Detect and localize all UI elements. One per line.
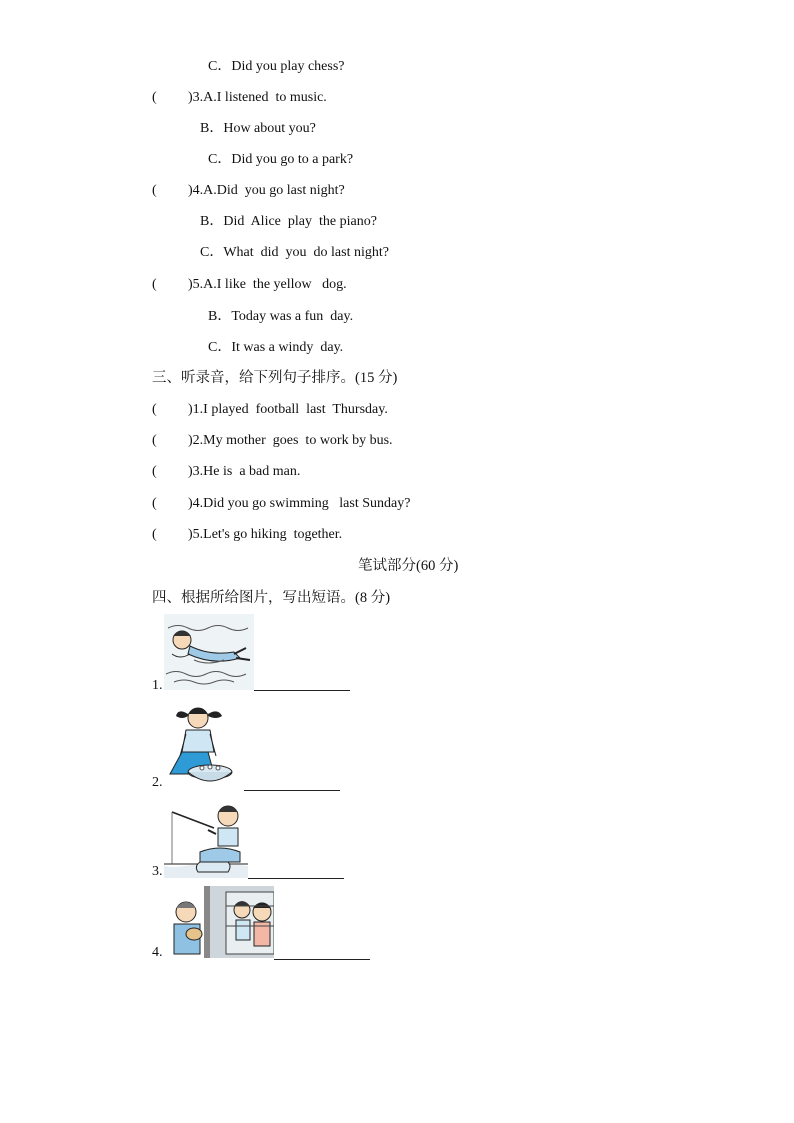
answer-blank[interactable] [254, 690, 350, 691]
sentence-text: )1.I played football last Thursday. [188, 402, 388, 417]
sentence-text: )3.He is a bad man. [188, 464, 301, 479]
item-number: 1. [152, 678, 163, 693]
item-number: 3. [152, 864, 163, 879]
q5-option-c: C．It was a windy day. [208, 340, 344, 355]
answer-paren[interactable]: ( [152, 183, 157, 198]
visiting-grandparents-picture [164, 886, 274, 958]
q4-option-b: B．Did Alice play the piano? [200, 214, 377, 229]
girl-washing-picture [164, 702, 244, 790]
answer-paren[interactable]: ( [152, 464, 157, 479]
q2-option-c: C．Did you play chess? [208, 59, 345, 74]
q4-option-c: C．What did you do last night? [200, 245, 389, 260]
q3-row [152, 89, 327, 107]
swimming-boy-picture [164, 614, 254, 690]
answer-paren[interactable]: ( [152, 527, 157, 542]
boy-fishing-picture [164, 800, 248, 878]
sentence-text: )2.My mother goes to work by bus. [188, 433, 393, 448]
written-part-title: 笔试部分(60 分) [358, 558, 459, 574]
item-number: 4. [152, 945, 163, 960]
item-number: 2. [152, 775, 163, 790]
q5-option-b: B．Today was a fun day. [208, 309, 354, 324]
q5-option-a: )5.A.I like the yellow dog. [188, 277, 347, 292]
section3-item [152, 432, 393, 450]
answer-blank[interactable] [274, 959, 370, 960]
q3-option-a: )3.A.I listened to music. [188, 90, 327, 105]
section4-heading: 四、根据所给图片，写出短语。(8 分) [152, 590, 391, 606]
sentence-text: )4.Did you go swimming last Sunday? [188, 496, 411, 511]
sentence-text: )5.Let's go hiking together. [188, 527, 343, 542]
q3-option-b: B．How about you? [200, 121, 316, 136]
answer-paren[interactable]: ( [152, 433, 157, 448]
q4-option-a: )4.A.Did you go last night? [188, 183, 345, 198]
answer-blank[interactable] [244, 790, 340, 791]
answer-paren[interactable]: ( [152, 277, 157, 292]
section3-item [152, 463, 300, 481]
answer-paren[interactable]: ( [152, 496, 157, 511]
q3-option-c: C．Did you go to a park? [208, 152, 354, 167]
section3-item [152, 401, 388, 419]
section3-item [152, 526, 342, 544]
q4-row [152, 182, 345, 200]
section3-item [152, 495, 410, 513]
section3-heading: 三、听录音，给下列句子排序。(15 分) [152, 370, 398, 386]
answer-blank[interactable] [248, 878, 344, 879]
answer-paren[interactable]: ( [152, 402, 157, 417]
q5-row [152, 276, 347, 294]
answer-paren[interactable]: ( [152, 90, 157, 105]
